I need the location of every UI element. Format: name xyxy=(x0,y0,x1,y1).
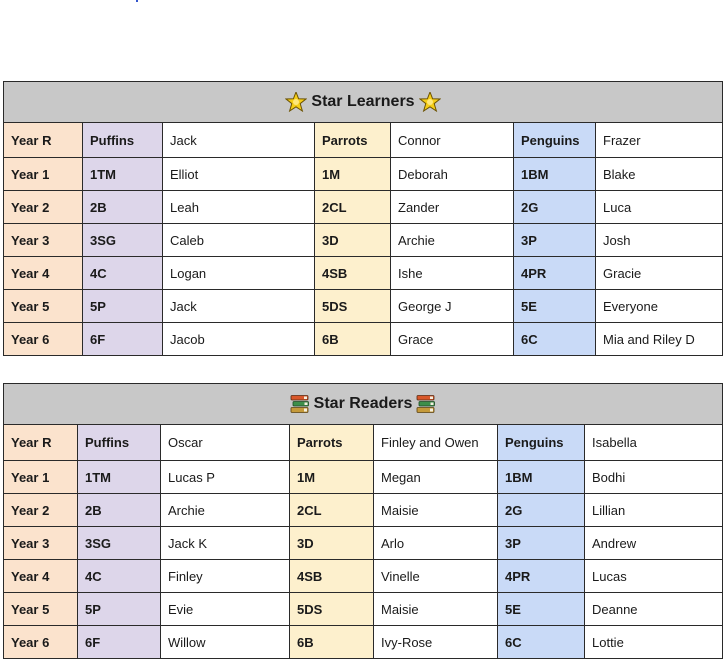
student-name: Logan xyxy=(163,257,315,290)
class-code: 1M xyxy=(290,461,374,494)
table-row xyxy=(4,593,723,626)
table-row xyxy=(4,257,723,290)
student-name: Maisie xyxy=(374,494,498,527)
student-name: Archie xyxy=(161,494,290,527)
student-name: Jack xyxy=(163,123,315,158)
star-icon xyxy=(419,92,441,112)
student-name: Megan xyxy=(374,461,498,494)
class-code: 5DS xyxy=(315,290,391,323)
student-name: Josh xyxy=(596,224,723,257)
year-label: Year 3 xyxy=(4,527,78,560)
table-row xyxy=(4,527,723,560)
table-row xyxy=(4,461,723,494)
student-name: Elliot xyxy=(163,158,315,191)
year-label: Year 2 xyxy=(4,191,83,224)
year-label: Year 6 xyxy=(4,323,83,356)
student-name: Andrew xyxy=(585,527,723,560)
class-code: 1BM xyxy=(498,461,585,494)
class-code: 5E xyxy=(498,593,585,626)
year-label: Year 6 xyxy=(4,626,78,659)
class-code: 3P xyxy=(498,527,585,560)
table-row xyxy=(4,158,723,191)
class-code: 1TM xyxy=(83,158,163,191)
class-code: 4SB xyxy=(290,560,374,593)
class-code: 6F xyxy=(83,323,163,356)
table-row xyxy=(4,425,723,461)
student-name: Lucas xyxy=(585,560,723,593)
year-label: Year 1 xyxy=(4,461,78,494)
star-icon xyxy=(285,92,307,112)
class-code: 5P xyxy=(83,290,163,323)
class-code: 3SG xyxy=(78,527,161,560)
table-row xyxy=(4,123,723,158)
class-code: 1TM xyxy=(78,461,161,494)
star-readers-title-text: Star Readers xyxy=(313,395,413,412)
star-readers-table xyxy=(3,383,723,659)
class-code: 1M xyxy=(315,158,391,191)
student-name: Zander xyxy=(391,191,514,224)
student-name: Luca xyxy=(596,191,723,224)
table-row xyxy=(4,494,723,527)
class-code: 2B xyxy=(78,494,161,527)
class-code: 6C xyxy=(514,323,596,356)
class-code: 4PR xyxy=(498,560,585,593)
class-code: 3SG xyxy=(83,224,163,257)
year-label: Year R xyxy=(4,425,78,461)
student-name: Ishe xyxy=(391,257,514,290)
student-name: Everyone xyxy=(596,290,723,323)
year-label: Year 4 xyxy=(4,560,78,593)
class-parrots: Parrots xyxy=(315,123,391,158)
student-name: Deborah xyxy=(391,158,514,191)
year-label: Year R xyxy=(4,123,83,158)
student-name: Blake xyxy=(596,158,723,191)
class-penguins: Penguins xyxy=(498,425,585,461)
student-name: Jack K xyxy=(161,527,290,560)
class-code: 2G xyxy=(514,191,596,224)
star-learners-table xyxy=(3,81,723,356)
class-code: 1BM xyxy=(514,158,596,191)
student-name: Gracie xyxy=(596,257,723,290)
student-name: Deanne xyxy=(585,593,723,626)
class-code: 4SB xyxy=(315,257,391,290)
student-name: Jacob xyxy=(163,323,315,356)
year-label: Year 5 xyxy=(4,290,83,323)
class-code: 6C xyxy=(498,626,585,659)
year-label: Year 1 xyxy=(4,158,83,191)
class-code: 4C xyxy=(78,560,161,593)
class-code: 5P xyxy=(78,593,161,626)
year-label: Year 5 xyxy=(4,593,78,626)
class-penguins: Penguins xyxy=(514,123,596,158)
student-name: Finley and Owen xyxy=(374,425,498,461)
star-learners-title-text: Star Learners xyxy=(311,93,415,110)
table-row xyxy=(4,323,723,356)
student-name: Evie xyxy=(161,593,290,626)
class-code: 3D xyxy=(315,224,391,257)
student-name: Grace xyxy=(391,323,514,356)
student-name: Lillian xyxy=(585,494,723,527)
class-code: 2CL xyxy=(315,191,391,224)
student-name: Archie xyxy=(391,224,514,257)
class-code: 4PR xyxy=(514,257,596,290)
table-row xyxy=(4,290,723,323)
books-icon xyxy=(290,394,310,414)
student-name: Vinelle xyxy=(374,560,498,593)
year-label: Year 2 xyxy=(4,494,78,527)
class-code: 5DS xyxy=(290,593,374,626)
class-code: 3D xyxy=(290,527,374,560)
student-name: Willow xyxy=(161,626,290,659)
class-code: 6F xyxy=(78,626,161,659)
class-parrots: Parrots xyxy=(290,425,374,461)
table-row xyxy=(4,191,723,224)
class-code: 4C xyxy=(83,257,163,290)
star-learners-title xyxy=(4,82,723,123)
student-name: George J xyxy=(391,290,514,323)
student-name: Frazer xyxy=(596,123,723,158)
class-code: 6B xyxy=(315,323,391,356)
student-name: Lottie xyxy=(585,626,723,659)
table-row xyxy=(4,224,723,257)
student-name: Leah xyxy=(163,191,315,224)
class-code: 5E xyxy=(514,290,596,323)
student-name: Jack xyxy=(163,290,315,323)
student-name: Arlo xyxy=(374,527,498,560)
class-code: 3P xyxy=(514,224,596,257)
year-label: Year 3 xyxy=(4,224,83,257)
stray-dot xyxy=(136,0,138,2)
class-puffins: Puffins xyxy=(78,425,161,461)
class-code: 2B xyxy=(83,191,163,224)
student-name: Isabella xyxy=(585,425,723,461)
table-row xyxy=(4,626,723,659)
table-row xyxy=(4,560,723,593)
student-name: Bodhi xyxy=(585,461,723,494)
student-name: Maisie xyxy=(374,593,498,626)
books-icon xyxy=(416,394,436,414)
class-code: 2G xyxy=(498,494,585,527)
star-readers-title xyxy=(4,384,723,425)
student-name: Mia and Riley D xyxy=(596,323,723,356)
student-name: Lucas P xyxy=(161,461,290,494)
class-puffins: Puffins xyxy=(83,123,163,158)
class-code: 6B xyxy=(290,626,374,659)
student-name: Oscar xyxy=(161,425,290,461)
class-code: 2CL xyxy=(290,494,374,527)
year-label: Year 4 xyxy=(4,257,83,290)
student-name: Ivy-Rose xyxy=(374,626,498,659)
student-name: Finley xyxy=(161,560,290,593)
student-name: Connor xyxy=(391,123,514,158)
student-name: Caleb xyxy=(163,224,315,257)
